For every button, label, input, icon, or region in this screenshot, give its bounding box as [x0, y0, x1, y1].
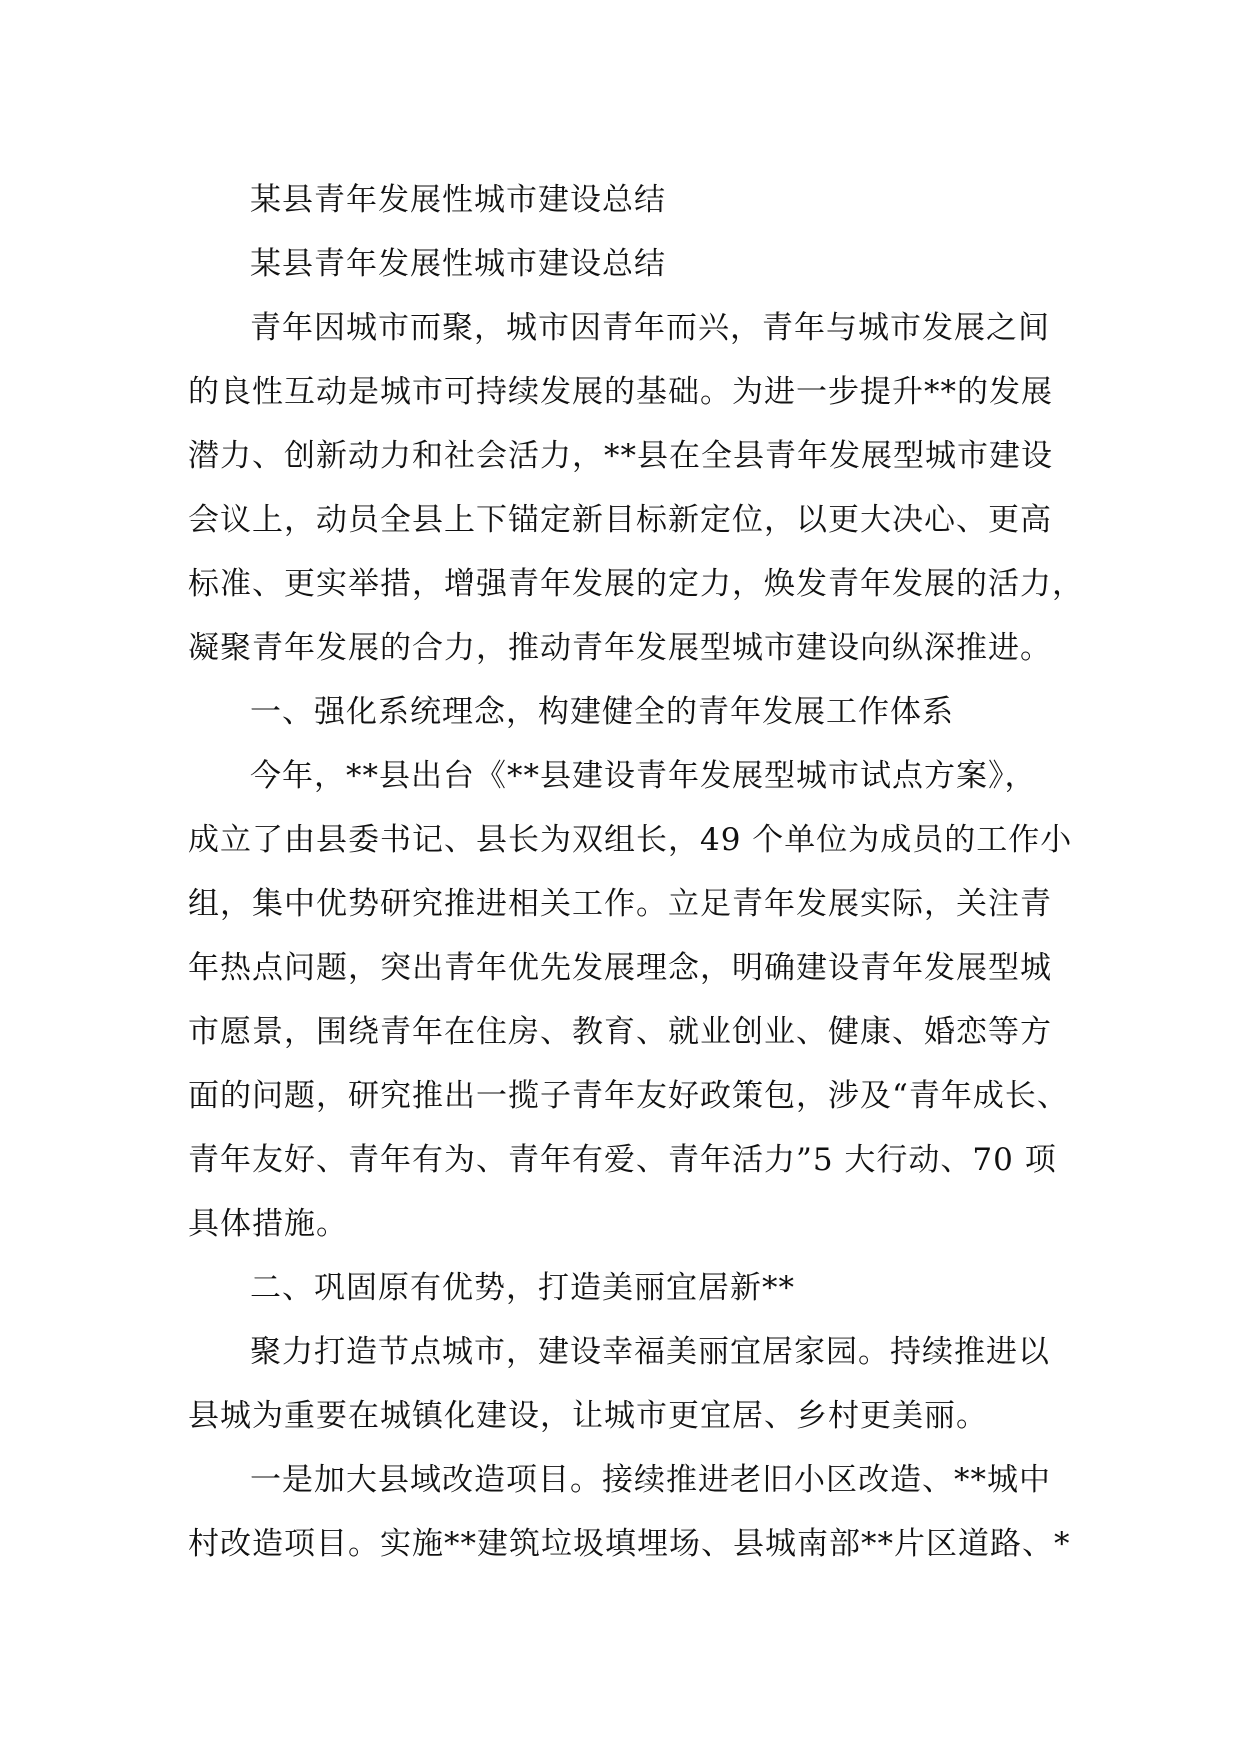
paragraph-line: 潜力、创新动力和社会活力，**县在全县青年发展型城市建设 [188, 438, 1053, 474]
paragraph-line: 一是加大县域改造项目。接续推进老旧小区改造、**城中 [250, 1462, 1051, 1498]
paragraph-line: 今年，**县出台《**县建设青年发展型城市试点方案》， [250, 758, 1037, 794]
document-page [188, 168, 1088, 1576]
document-title: 某县青年发展性城市建设总结 [250, 182, 666, 218]
paragraph-line: 成立了由县委书记、县长为双组长，49 个单位为成员的工作小 [188, 822, 1073, 858]
paragraph-line: 组，集中优势研究推进相关工作。立足青年发展实际，关注青 [188, 886, 1052, 922]
paragraph-line: 青年友好、青年有为、青年有爱、青年活力”5 大行动、70 项 [188, 1142, 1057, 1178]
paragraph-line: 标准、更实举措，增强青年发展的定力，焕发青年发展的活力， [188, 566, 1084, 602]
paragraph-line: 县城为重要在城镇化建设，让城市更宜居、乡村更美丽。 [188, 1398, 988, 1434]
document-subtitle: 某县青年发展性城市建设总结 [250, 246, 666, 282]
paragraph-line: 青年因城市而聚，城市因青年而兴，青年与城市发展之间 [250, 310, 1050, 346]
paragraph-line: 凝聚青年发展的合力，推动青年发展型城市建设向纵深推进。 [188, 630, 1052, 666]
paragraph-line: 聚力打造节点城市，建设幸福美丽宜居家园。持续推进以 [250, 1334, 1050, 1370]
section-heading-2: 二、巩固原有优势，打造美丽宜居新** [250, 1270, 795, 1306]
paragraph-line: 市愿景，围绕青年在住房、教育、就业创业、健康、婚恋等方 [188, 1014, 1052, 1050]
paragraph-line: 具体措施。 [188, 1206, 348, 1242]
paragraph-line: 的良性互动是城市可持续发展的基础。为进一步提升**的发展 [188, 374, 1053, 410]
paragraph-line: 年热点问题，突出青年优先发展理念，明确建设青年发展型城 [188, 950, 1052, 986]
paragraph-line: 面的问题，研究推出一揽子青年友好政策包，涉及“青年成长、 [188, 1078, 1069, 1114]
paragraph-line: 会议上，动员全县上下锚定新目标新定位，以更大决心、更高 [188, 502, 1052, 538]
section-heading-1: 一、强化系统理念，构建健全的青年发展工作体系 [250, 694, 954, 730]
paragraph-line: 村改造项目。实施**建筑垃圾填埋场、县城南部**片区道路、* [188, 1526, 1071, 1562]
